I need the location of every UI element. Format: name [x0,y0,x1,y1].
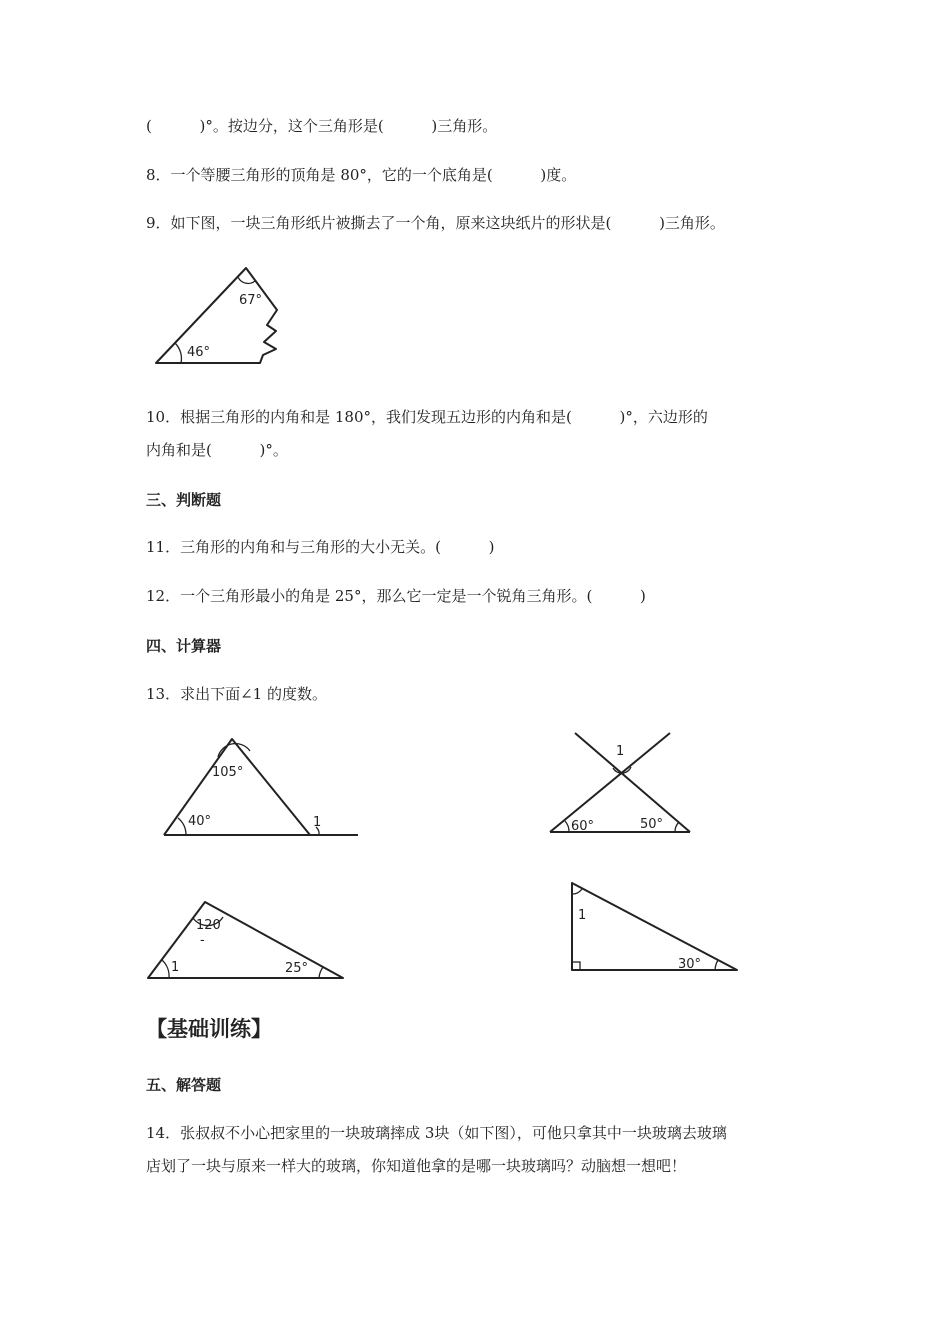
figure-3-obtuse-triangle [143,895,353,990]
question-8: 8．一个等腰三角形的顶角是 80°，它的一个底角是( )度。 [146,166,577,184]
question-10-line2: 内角和是( )°。 [146,441,288,459]
angle-1-label: 1 [171,960,180,975]
section-5-heading: 五、解答题 [146,1076,222,1094]
figure-1-exterior-angle [160,735,365,840]
question-14-line2: 店划了一块与原来一样大的玻璃，你知道他拿的是哪一块玻璃吗？动脑想一想吧！ [146,1157,687,1175]
question-14-line1: 14．张叔叔不小心把家里的一块玻璃摔成 3块（如下图），可他只拿其中一块玻璃去玻璃 [146,1124,727,1142]
figure-2-crossing-lines [545,730,700,840]
section-3-heading: 三、判断题 [146,491,222,509]
question-13: 13．求出下面∠1 的度数。 [146,685,327,703]
angle-50-label: 50° [640,817,664,832]
angle-40-label: 40° [188,814,212,829]
q7-continuation: ( )°。按边分，这个三角形是( )三角形。 [146,117,498,135]
angle-1-label: 1 [313,815,322,830]
question-10-line1: 10．根据三角形的内角和是 180°，我们发现五边形的内角和是( )°，六边形的 [146,408,708,426]
angle-1-label: 1 [578,908,587,923]
angle-60-label: 60° [571,819,595,834]
angle-46-label: 46° [187,345,211,360]
svg-text:-: - [200,933,205,948]
basic-training-heading: 【基础训练】 [146,1017,272,1041]
angle-120-label: 120 [196,918,221,933]
angle-105-label: 105° [212,765,244,780]
figure-4-right-triangle [565,880,745,975]
section-4-heading: 四、计算器 [146,637,222,655]
question-12: 12．一个三角形最小的角是 25°，那么它一定是一个锐角三角形。( ) [146,587,646,605]
angle-67-label: 67° [239,293,263,308]
torn-triangle-figure [150,265,290,370]
angle-25-label: 25° [285,961,309,976]
question-11: 11．三角形的内角和与三角形的大小无关。( ) [146,538,495,556]
angle-30-label: 30° [678,957,702,972]
angle-1-label: 1 [616,744,625,759]
question-9: 9．如下图，一块三角形纸片被撕去了一个角，原来这块纸片的形状是( )三角形。 [146,214,725,232]
